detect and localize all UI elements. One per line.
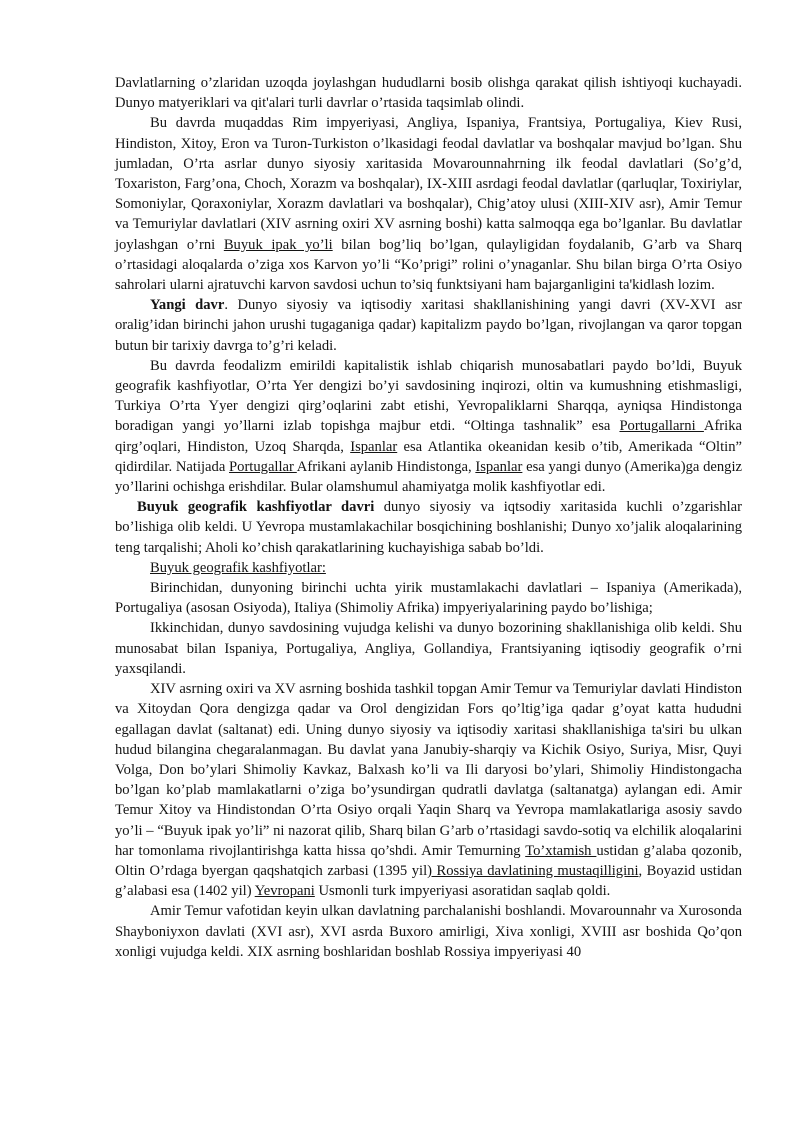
- paragraph-7-text: Birinchidan, dunyoning birinchi uchta yirik mustamlakachi davlatlari – Ispaniya (Amerikada), Portugaliya (asosan Osiyoda), Italiya (Shimoliy Afrika) impyeriyalarining paydo bo’lishiga;: [115, 580, 742, 617]
- paragraph-3: [115, 295, 742, 356]
- portugallarni-link[interactable]: Portugallarni: [619, 418, 704, 435]
- paragraph-5: [115, 497, 742, 558]
- paragraph-7: [115, 578, 742, 618]
- ispanlar-link-2[interactable]: Ispanlar: [475, 458, 523, 475]
- paragraph-2-text-a: Bu davrda muqaddas Rim impyeriyasi, Angliya, Ispaniya, Frantsiya, Portugaliya, Kiev Rusi, Hindiston, Xitoy, Eron va Turon-Turkiston o’lkasidagi feodal davlatlar va boshqalar mavjud bo’lgan. Shu jumladan, O’rta asrlar dunyo siyosiy xaritasida Movarounnahrning ilk feodal davlatlari (So’g’d, Toxariston, Farg’ona, Choch, Xorazm va boshqalar), IX-XIII asrdagi feodal davlatlar (qarluqlar, Toxiriylar, Somoniylar, Qoraxoniylar, Xorazm davlatlari va boshqalar), Chig’atoy ulusi (XIII-XIV asr), Amir Temur va Temuriylar davlatlari (XIV asrning oxiri XV asrning boshi) katta salmoqqa ega bo’lganlar. Bu davlatlar joylashgan o’rni: [115, 115, 742, 253]
- paragraph-1: [115, 73, 742, 113]
- toxtamish-link[interactable]: To’xtamish: [525, 842, 597, 859]
- russia-independence-link[interactable]: ) Rossiya davlatining mustaqilligini: [427, 862, 639, 879]
- portugallar-link[interactable]: Portugallar: [229, 458, 297, 475]
- paragraph-10: [115, 901, 742, 962]
- discoveries-subheading: Buyuk geografik kashfiyotlar:: [150, 559, 326, 576]
- ispanlar-link[interactable]: Ispanlar: [350, 438, 398, 455]
- silk-road-link[interactable]: Buyuk ipak yo’li: [223, 236, 333, 253]
- document-page: [115, 73, 742, 962]
- paragraph-3-text: . Dunyo siyosiy va iqtisodiy xaritasi shakllanishining yangi davri (XV-XVI asr oralig’idan birinchi jahon urushi tugaganiga qadar) kapitalizm paydo bo’lgan, rivojlangan va qaror topgan butun bir tarixiy davrga to’g’ri keladi.: [115, 297, 742, 354]
- paragraph-4: [115, 356, 742, 497]
- paragraph-6: [115, 558, 742, 578]
- paragraph-4-text-e: esa yangi dunyo (Amerika)ga dengiz yo’llarini ochishga erishdilar. Bular olamshumul ahamiyatga molik kashfiyotlar edi.: [115, 458, 742, 496]
- paragraph-8: [115, 618, 742, 679]
- paragraph-10-text: Amir Temur vafotidan keyin ulkan davlatning parchalanishi boshlandi. Movarounnahr va Xurosonda Shayboniyxon davlati (XVI asr), XVI asrda Buxoro amirligi, Xiva xonligi, XVIII asr boshida Qo’qon xonligi vujudga keldi. XIX asrning boshlaridan boshlab Rossiya impyeriyasi 40: [115, 903, 742, 960]
- paragraph-4-text-c: esa Atlantika okeanidan kesib o’tib, Amerikada “Oltin” qidirdilar. Natijada: [115, 438, 742, 475]
- paragraph-9: [115, 679, 742, 901]
- paragraph-9-text-c: , Boyazid ustidan g’alabasi esa (1402 yil): [115, 862, 742, 900]
- paragraph-8-text: Ikkinchidan, dunyo savdosining vujudga kelishi va dunyo bozorining shakllanishiga olib keldi. Shu munosabat bilan Ispaniya, Portugaliya, Angliya, Gollandiya, Frantsiyaning iqtisodiy geografik o’rni yaxsqilandi.: [115, 620, 742, 677]
- paragraph-4-text-b: Afrika qirg’oqlari, Hindiston, Uzoq Sharqda,: [115, 418, 742, 455]
- paragraph-4-text-a: Bu davrda feodalizm emirildi kapitalistik ishlab chiqarish munosabatlari paydo bo’ldi, Buyuk geografik kashfiyotlar, O’rta Yer dengizi bo’yi savdosining inqirozi, oltin va kumushning etishmasligi, Turkiya O’rta Yyer dengizi qirg’oqlarini zabt etishi, Yevropaliklarni Sharqqa, ayniqsa Hindistonga boradigan yangi yo’llarni izlab topishga majbur etdi. “Oltinga tashnalik” esa: [115, 357, 742, 435]
- paragraph-9-text-b: ustidan g’alaba qozonib, Oltin O’rdaga byergan qaqshatqich zarbasi (1395 yil: [115, 842, 742, 879]
- paragraph-9-text-d: Usmonli turk impyeriyasi asoratidan saqlab qoldi.: [314, 883, 611, 900]
- paragraph-2-text-b: bilan bog’liq bo’lgan, qulayligidan foydalanib, G’arb va Sharq o’rtasidagi aloqalarda o’ziga xos Karvon yo’li “Ko’prigi” rolini o’ynaganlar. Shu bilan birga O’rta Osiyo sahrolari ularni ajratuvchi karvon savdosi uchun to’siq funktsiyani ham bajarganligini ta'kidlash lozim.: [115, 236, 742, 294]
- paragraph-1-text: Davlatlarning o’zlaridan uzoqda joylashgan hududlarni bosib olishga qarakat qilish ishtiyoqi kuchayadi. Dunyo matyeriklari va qit'alari turli davrlar o’rtasida taqsimlab olindi.: [115, 75, 742, 112]
- paragraph-5-text: dunyo siyosiy va iqtsodiy xaritasida kuchli o’zgarishlar bo’lishiga olib keldi. U Yevropa mustamlakachilar bosqichining boshlanishi; Dunyo xo’jalik aloqalarining teng tarqalishi; Aholi ko’chish qarakatlarining kuchayishiga sabab bo’ldi.: [115, 499, 742, 556]
- paragraph-9-text-a: XIV asrning oxiri va XV asrning boshida tashkil topgan Amir Temur va Temuriylar davlati Hindiston va Xitoydan Qora dengizga qadar va Orol dengizidan Fors qo’ltig’iga qadar g’oyat katta hududni egallagan davlat (saltanat) edi. Uning dunyo siyosiy va iqtisodiy xaritasi shakllanishiga ta'siri bu ulkan hudud bilangina chegaralanmagan. Bu davlat yana Janubiy-sharqiy va Kichik Osiyo, Suriya, Misr, Quyi Volga, Don bo’ylari Shimoliy Kavkaz, Balxash ko’li va Ili daryosi bo’ylari, Shimoliy Hindistongacha bo’lgan ko’plab mamlakatlarni o’ziga bo’ysundirgan qudratli davlatga (saltanatga) aylangan edi. Amir Temur Xitoy va Hindistondan O’rta Osiyo orqali Yaqin Sharq va Yevropa mamlakatlariga asosiy savdo yo’li – “Buyuk ipak yo’li” ni nazorat qilib, Sharq bilan G’arb o’rtasidagi savdo-sotiq va elchilik aloqalarini har tomonlama rivojlantirishga katta hissa qo’shdi. Amir Temurning: [115, 681, 742, 859]
- paragraph-4-text-d: Afrikani aylanib Hindistonga,: [296, 458, 476, 475]
- paragraph-2: [115, 113, 742, 295]
- discoveries-era-heading: Buyuk geografik kashfiyotlar davri: [137, 499, 375, 516]
- new-era-heading: Yangi davr: [150, 297, 225, 314]
- europe-link[interactable]: Yevropani: [254, 883, 315, 900]
